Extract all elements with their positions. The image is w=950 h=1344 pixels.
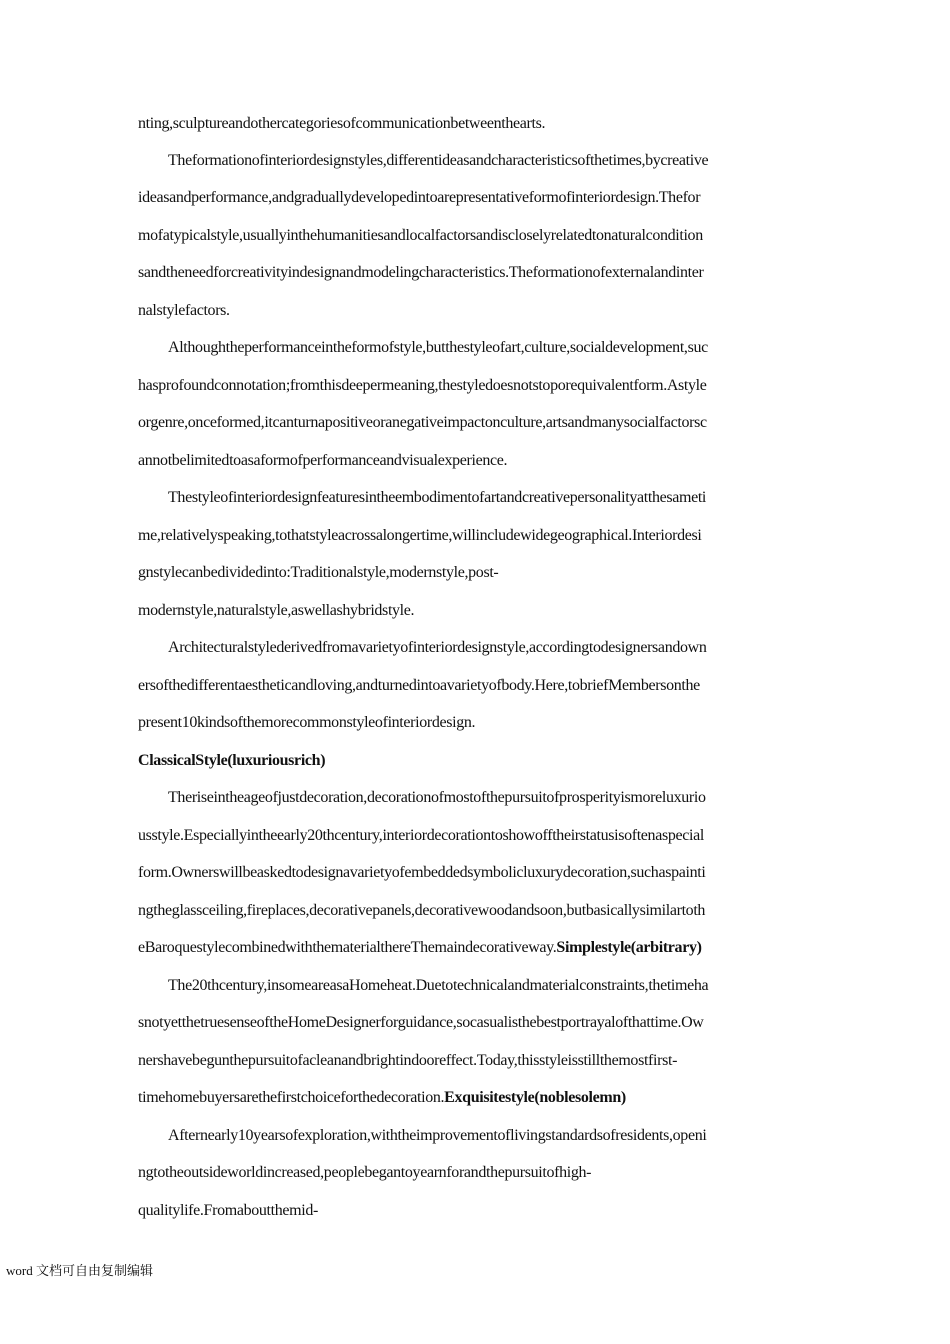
section-heading: ClassicalStyle(luxuriousrich)	[138, 752, 326, 769]
paragraph-start-line: Thestyleofinteriordesignfeaturesintheembodimentofartandcreativepersonalityatthesameti	[168, 489, 707, 506]
text-line: hasprofoundconnotation;fromthisdeepermeaning,thestyledoesnotstoporequivalentform.Astyle	[138, 377, 707, 394]
text-line: qualitylife.Fromaboutthemid-	[138, 1202, 318, 1219]
text-line: ngtheglassceiling,fireplaces,decorativepanels,decorativewoodandsoon,butbasicallysimilartoth	[138, 902, 706, 919]
paragraph-start-line: Afternearly10yearsofexploration,withtheimprovementoflivingstandardsofresidents,openi	[168, 1127, 707, 1144]
section-heading: Exquisitestyle(noblesolemn)	[444, 1089, 626, 1106]
text-line: sandtheneedforcreativityindesignandmodelingcharacteristics.Theformationofexternalandinter	[138, 264, 704, 281]
paragraph-start-line: Theformationofinteriordesignstyles,differentideasandcharacteristicsofthetimes,bycreative	[168, 152, 709, 169]
text-line: ngtotheoutsideworldincreased,peoplebegantoyearnforandthepursuitofhigh-	[138, 1164, 592, 1181]
text-line: nershavebegunthepursuitofacleanandbrightindooreffect.Today,thisstyleisstillthemostfirst-	[138, 1052, 678, 1069]
text-line: orgenre,onceformed,itcanturnapositiveoranegativeimpactonculture,artsandmanysocialfactorsc	[138, 414, 707, 431]
page-footer-note: word 文档可自由复制编辑	[6, 1263, 153, 1278]
text-line: ersofthedifferentaestheticandloving,andturnedintoavarietyofbody.Here,tobriefMembersonthe	[138, 677, 700, 694]
text-line: nting,sculptureandothercategoriesofcommunicationbetweenthearts.	[138, 115, 546, 132]
text-line: me,relativelyspeaking,tothatstyleacrossalongertime,willincludewidegeographical.Interiordesi	[138, 527, 702, 544]
section-heading: Simplestyle(arbitrary)	[556, 939, 702, 956]
text-line-with-heading	[138, 1088, 626, 1108]
text-line: snotyetthetruesenseoftheHomeDesignerforguidance,socasualisthebestportrayalofthattime.Ow	[138, 1014, 704, 1031]
text-line: form.Ownerswillbeaskedtodesignavarietyofembeddedsymbolicluxurydecoration,suchaspainti	[138, 864, 706, 881]
text-line: ideasandperformance,andgraduallydevelopedintoarepresentativeformofinteriordesign.Thefor	[138, 189, 701, 206]
text-line: modernstyle,naturalstyle,aswellashybridstyle.	[138, 602, 415, 619]
text-line-with-heading	[138, 938, 702, 958]
text-segment: eBaroquestylecombinedwiththematerialthereThemaindecorativeway.	[138, 939, 557, 956]
paragraph-start-line: Architecturalstylederivedfromavarietyofinteriordesignstyle,accordingtodesignersandown	[168, 639, 707, 656]
text-line: gnstylecanbedividedinto:Traditionalstyle,modernstyle,post-	[138, 564, 499, 581]
text-line: nalstylefactors.	[138, 302, 230, 319]
text-segment: timehomebuyersarethefirstchoiceforthedecoration.	[138, 1089, 445, 1106]
paragraph-start-line: Theriseintheageofjustdecoration,decorationofmostofthepursuitofprosperityismoreluxurio	[168, 789, 706, 806]
text-line: usstyle.Especiallyintheearly20thcentury,interiordecorationtoshowofftheirstatusisoftenaspecial	[138, 827, 704, 844]
text-line: mofatypicalstyle,usuallyinthehumanitiesandlocalfactorsandiscloselyrelatedtonaturalcondition	[138, 227, 703, 244]
text-line: annotbelimitedtoasaformofperformanceandvisualexperience.	[138, 452, 508, 469]
text-line: present10kindsofthemorecommonstyleofinteriordesign.	[138, 714, 476, 731]
paragraph-start-line: Althoughtheperformanceintheformofstyle,butthestyleofart,culture,socialdevelopment,suc	[168, 339, 708, 356]
paragraph-start-line: The20thcentury,insomeareasaHomeheat.Duetotechnicalandmaterialconstraints,thetimeha	[168, 977, 709, 994]
